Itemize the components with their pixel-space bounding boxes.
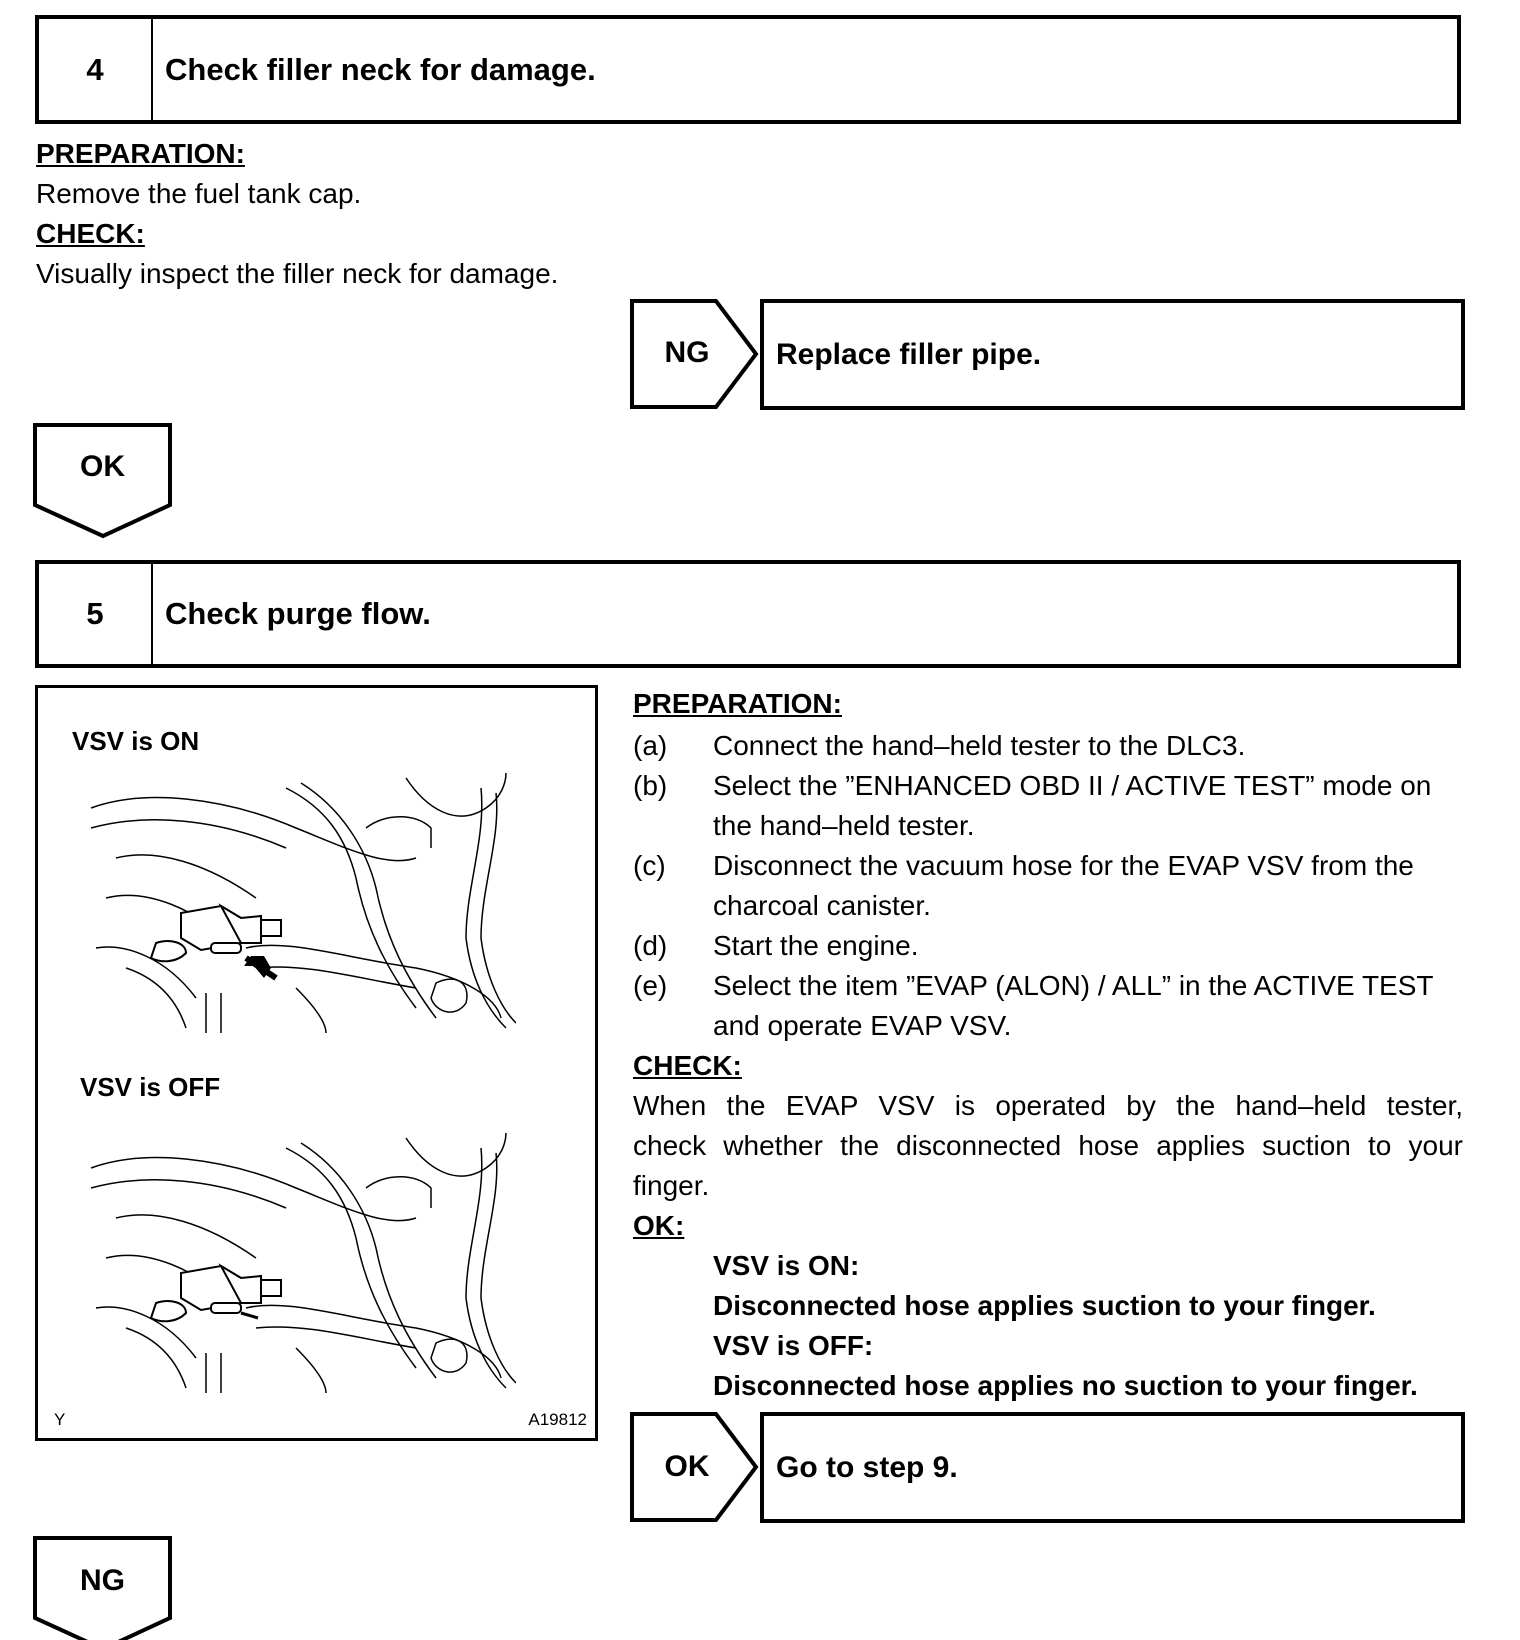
step-4-title: Check filler neck for damage. — [165, 51, 596, 87]
figure-id: A19812 — [528, 1410, 587, 1429]
step-5-ok-heading: OK: — [633, 1210, 685, 1241]
prep-item-text-cont: the hand–held tester. — [713, 810, 975, 841]
step-4-ng-action: Replace filler pipe. — [760, 299, 1465, 410]
step-5-check-line-2: check whether the disconnected hose applies suction to your — [633, 1130, 1463, 1161]
step-4-check-text: Visually inspect the filler neck for damage. — [36, 258, 559, 289]
step-5-preparation-heading: PREPARATION: — [633, 688, 842, 719]
prep-item-letter: (d) — [633, 930, 668, 961]
ok-spec-vsv-off: VSV is OFF: — [713, 1330, 874, 1361]
step-5-ok-label: OK — [664, 1450, 710, 1483]
step-5-check-line-3: finger. — [633, 1170, 710, 1201]
engine-bay-illustration-vsv-on — [86, 768, 516, 1033]
prep-item-text: Select the item ”EVAP (ALON) / ALL” in the ACTIVE TEST — [713, 970, 1434, 1001]
step-5-number: 5 — [39, 564, 153, 664]
prep-item-letter: (e) — [633, 970, 668, 1001]
prep-item-letter: (b) — [633, 770, 668, 801]
prep-item-text-cont: charcoal canister. — [713, 890, 931, 921]
step-4-preparation-heading: PREPARATION: — [36, 138, 245, 169]
step-4-ng-label: NG — [664, 336, 710, 369]
step-5-header — [35, 560, 1461, 668]
ok-spec-vsv-off-result: Disconnected hose applies no suction to your finger. — [713, 1370, 1418, 1401]
prep-item-text-cont: and operate EVAP VSV. — [713, 1010, 1012, 1041]
step-4-number: 4 — [39, 19, 153, 120]
ok-spec-vsv-on-result: Disconnected hose applies suction to your finger. — [713, 1290, 1376, 1321]
step-5-ok-action: Go to step 9. — [760, 1412, 1465, 1523]
step-4-preparation-text: Remove the fuel tank cap. — [36, 178, 362, 209]
illustration-panel — [35, 685, 598, 1441]
step-5-ng-label: NG — [80, 1564, 125, 1597]
prep-item-text: Start the engine. — [713, 930, 919, 961]
figure-caption-vsv-on: VSV is ON — [72, 726, 200, 756]
step-5-title: Check purge flow. — [165, 596, 431, 631]
figure-caption-vsv-off: VSV is OFF — [80, 1072, 221, 1102]
step-5-check-line-1: When the EVAP VSV is operated by the hand–held tester, — [633, 1090, 1463, 1121]
prep-item-text: Disconnect the vacuum hose for the EVAP VSV from the — [713, 850, 1414, 881]
figure-corner-mark: Y — [54, 1410, 66, 1429]
step-5-check-heading: CHECK: — [633, 1050, 742, 1081]
prep-item-text: Select the ”ENHANCED OBD II / ACTIVE TEST” mode on — [713, 770, 1432, 801]
step-4-header — [35, 15, 1461, 124]
step-4-ok-label: OK — [80, 450, 125, 483]
engine-bay-illustration-vsv-off — [86, 1128, 516, 1393]
prep-item-text: Connect the hand–held tester to the DLC3. — [713, 730, 1246, 761]
prep-item-letter: (a) — [633, 730, 668, 761]
ok-spec-vsv-on: VSV is ON: — [713, 1250, 860, 1281]
prep-item-letter: (c) — [633, 850, 666, 881]
step-4-check-heading: CHECK: — [36, 218, 145, 249]
